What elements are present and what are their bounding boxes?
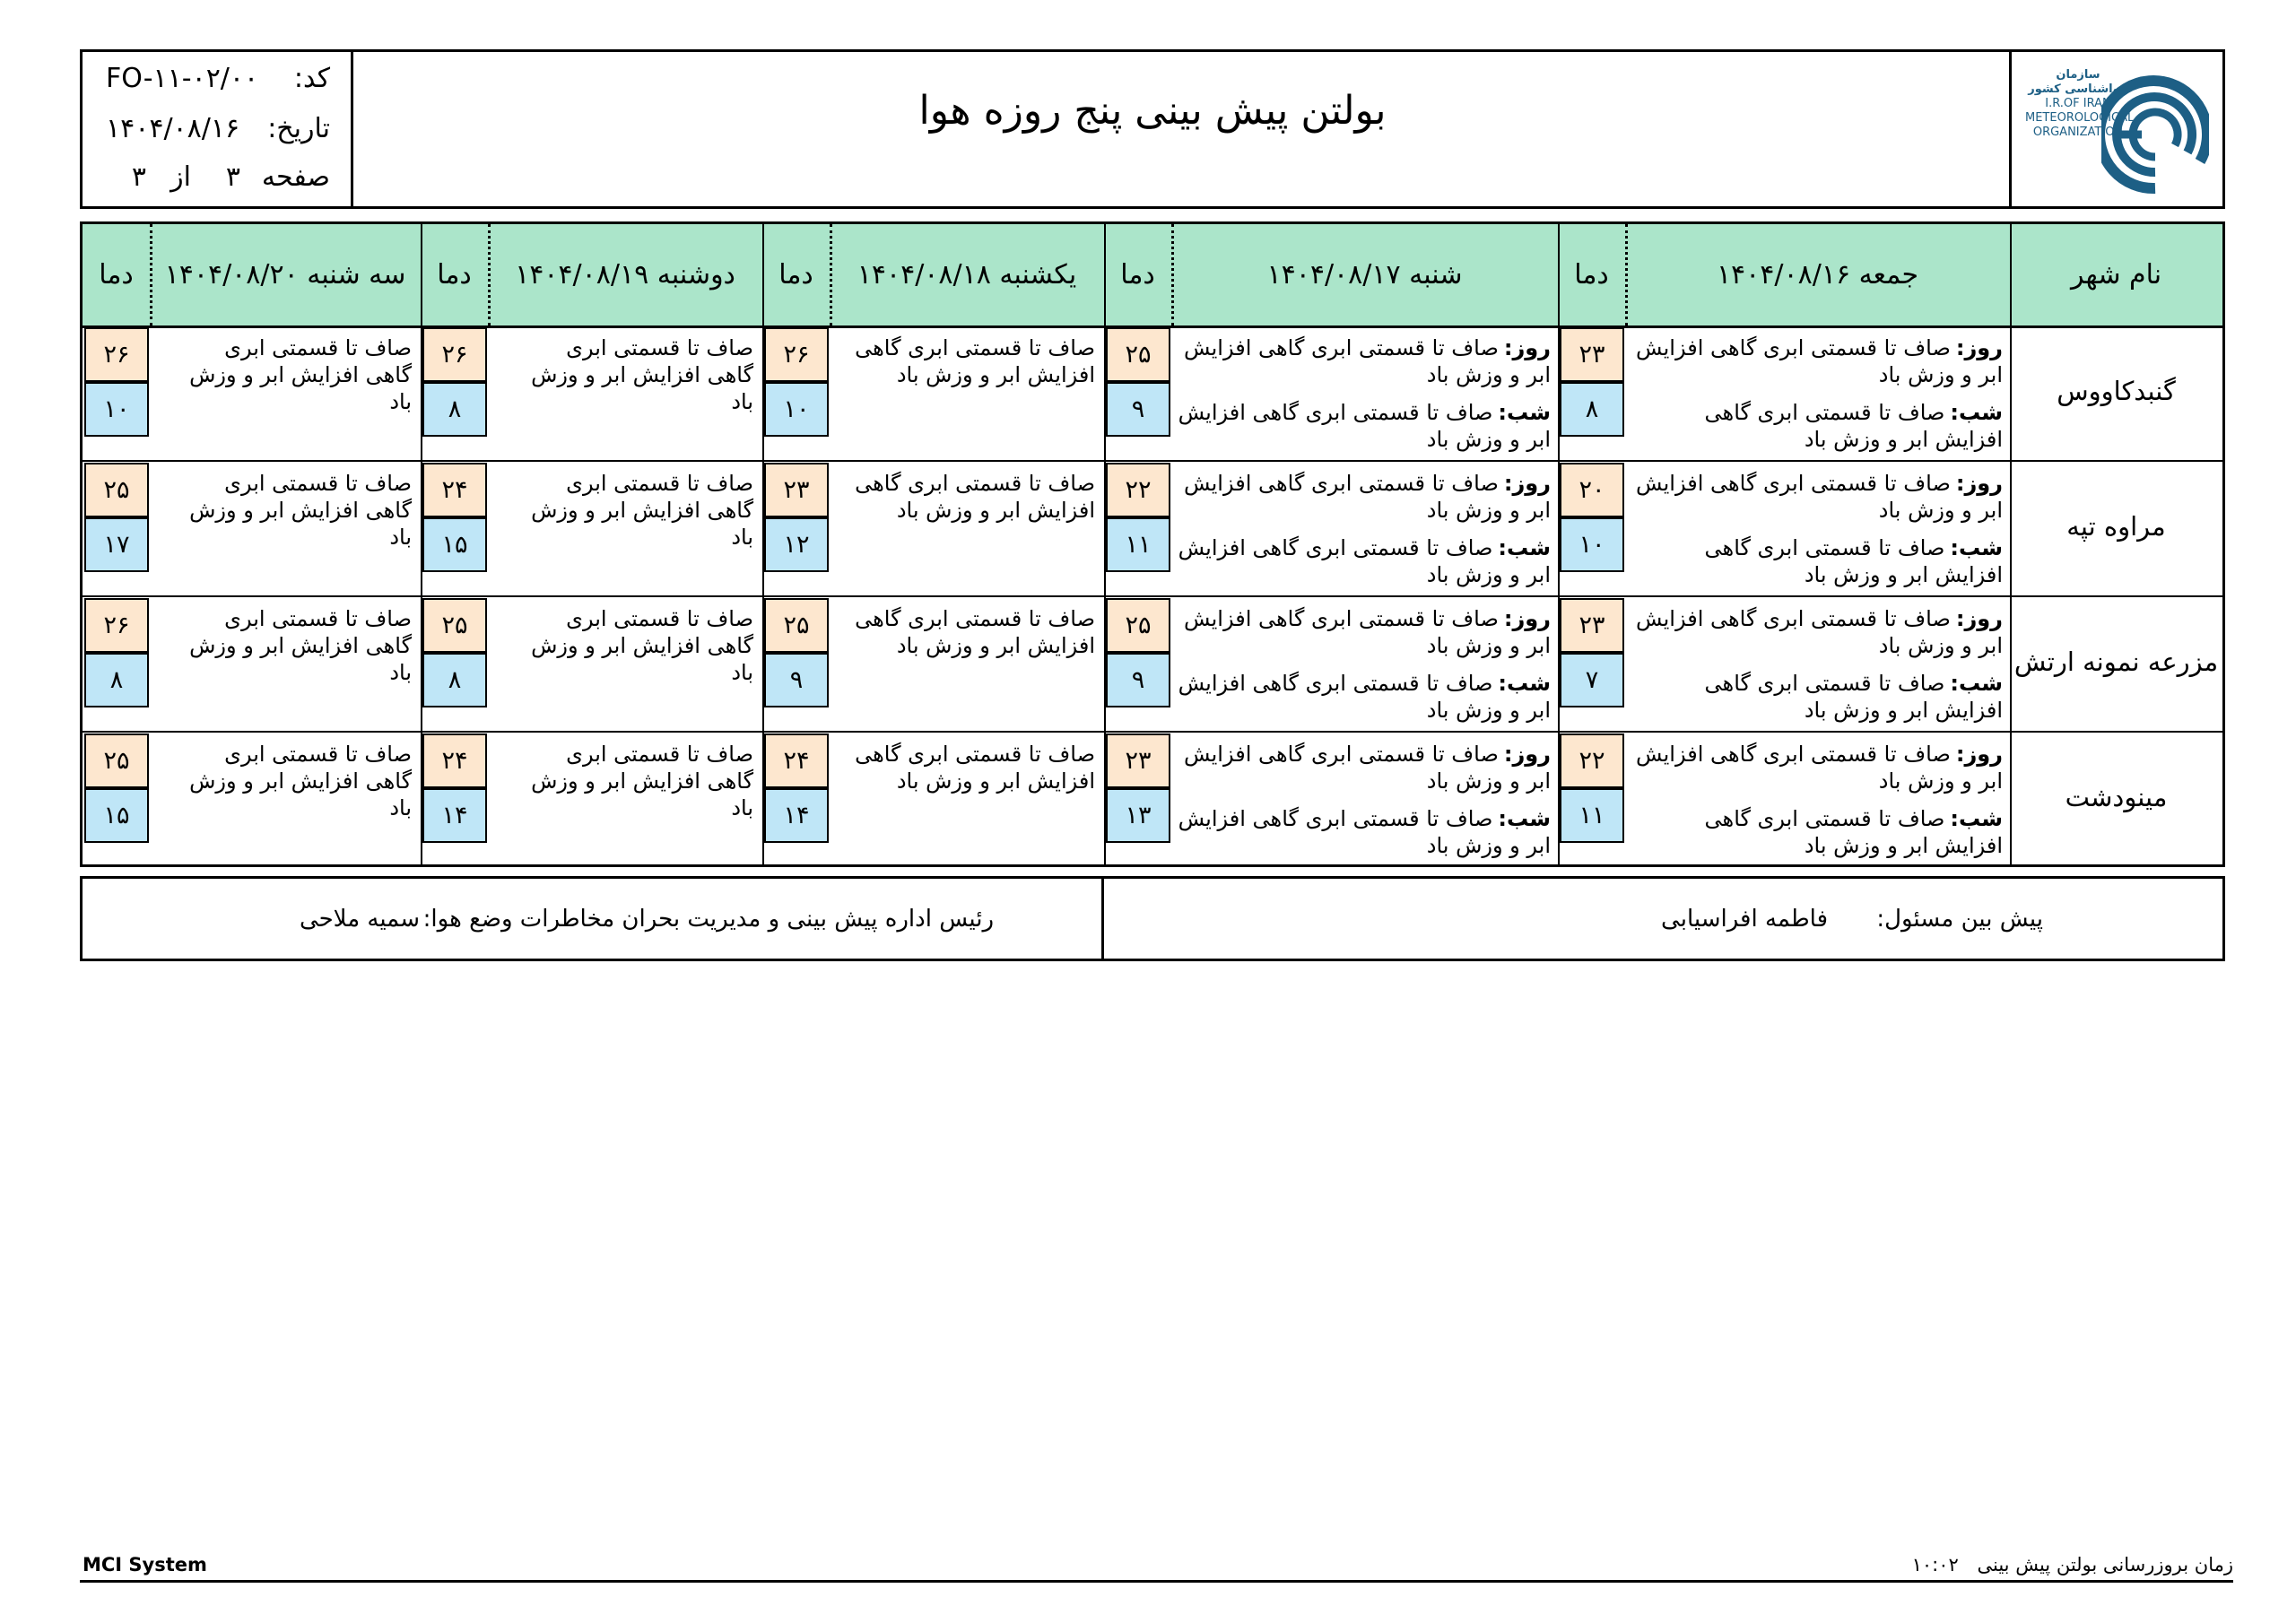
- row-separator: [83, 460, 2222, 462]
- row-separator: [83, 595, 2222, 597]
- temp-header-5: دما: [99, 259, 134, 291]
- forecast-night-text: [1631, 805, 2003, 859]
- min-temp: ۱۵: [84, 788, 149, 843]
- forecast-day-text: [1178, 741, 1551, 794]
- max-temp: ۲۲: [1106, 463, 1170, 517]
- day-label: روز:: [1503, 335, 1551, 360]
- day-forecast: صاف تا قسمتی ابری گاهی افزایش ابر و وزش باد: [1184, 471, 1551, 523]
- max-temp: ۲۶: [422, 327, 487, 382]
- night-forecast: صاف تا قسمتی ابری گاهی افزایش ابر و وزش باد: [1178, 671, 1551, 723]
- min-temp: ۱۰: [1560, 517, 1624, 572]
- min-temp: ۱۵: [422, 517, 487, 572]
- day-forecast: صاف تا قسمتی ابری گاهی افزایش ابر و وزش باد: [1636, 606, 2003, 658]
- forecast-text: صاف تا قسمتی ابری گاهی افزایش ابر و وزش باد: [855, 471, 1095, 523]
- min-temp: ۱۰: [84, 382, 149, 437]
- day-label: روز:: [1955, 471, 2003, 496]
- day-label: روز:: [1503, 606, 1551, 631]
- city-name: مینودشت: [2065, 782, 2168, 812]
- update-info: [1912, 1554, 2233, 1575]
- max-temp: ۲۶: [84, 598, 149, 653]
- forecast-text: صاف تا قسمتی ابری گاهی افزایش ابر و وزش باد: [189, 742, 412, 820]
- chief-label: رئیس اداره پیش بینی و مدیریت بحران مخاطرات وضع هوا:: [422, 906, 994, 933]
- min-temp: ۱۷: [84, 517, 149, 572]
- day-forecast: صاف تا قسمتی ابری گاهی افزایش ابر و وزش باد: [1184, 742, 1551, 794]
- min-temp: ۱۴: [764, 788, 829, 843]
- page-bottom-rule: [80, 1580, 2233, 1583]
- night-forecast: صاف تا قسمتی ابری گاهی افزایش ابر و وزش باد: [1178, 535, 1551, 587]
- city-name: مراوه تپه: [2066, 511, 2166, 542]
- max-temp: ۲۶: [84, 327, 149, 382]
- night-forecast: صاف تا قسمتی ابری گاهی افزایش ابر و وزش باد: [1704, 806, 2003, 858]
- night-label: شب:: [1498, 806, 1551, 831]
- forecast-night-text: [1178, 534, 1551, 588]
- forecast-night-text: [1631, 670, 2003, 724]
- min-temp: ۹: [764, 653, 829, 707]
- forecast-table: [80, 221, 2225, 867]
- night-label: شب:: [1498, 535, 1551, 560]
- update-time: ۱۰:۰۲: [1911, 1554, 1959, 1575]
- day-header-2: شنبه ۱۴۰۴/۰۸/۱۷: [1266, 259, 1463, 291]
- forecast-text: صاف تا قسمتی ابری گاهی افزایش ابر و وزش باد: [189, 335, 412, 414]
- day-header-5: سه شنبه ۱۴۰۴/۰۸/۲۰: [164, 259, 406, 291]
- meteorological-organization-logo: [2025, 63, 2209, 202]
- chief-name: سمیه ملاحی: [299, 906, 420, 933]
- forecast-text: صاف تا قسمتی ابری گاهی افزایش ابر و وزش باد: [855, 606, 1095, 658]
- min-temp: ۱۰: [764, 382, 829, 437]
- min-temp: ۱۱: [1560, 788, 1624, 843]
- forecast-night-text: [1178, 399, 1551, 453]
- day-label: روز:: [1955, 742, 2003, 767]
- logo-text-en2: METEOROLOGICAL: [2025, 111, 2135, 125]
- temp-header-1: دما: [1574, 259, 1609, 291]
- page-of: از: [170, 161, 191, 193]
- max-temp: ۲۵: [1106, 598, 1170, 653]
- night-label: شب:: [1950, 400, 2003, 425]
- logo-text-fa: سازمان هواشناسی کشور: [2028, 68, 2128, 96]
- system-label: MCI System: [83, 1554, 207, 1575]
- day-label: روز:: [1955, 335, 2003, 360]
- day-label: روز:: [1955, 606, 2003, 631]
- logo-spiral-icon: [2101, 72, 2209, 197]
- date-value: ۱۴۰۴/۰۸/۱۶: [106, 113, 240, 144]
- day-forecast: صاف تا قسمتی ابری گاهی افزایش ابر و وزش باد: [1636, 742, 2003, 794]
- row-separator: [83, 731, 2222, 733]
- day-header-3: یکشنبه ۱۴۰۴/۰۸/۱۸: [857, 259, 1077, 291]
- forecast-text: صاف تا قسمتی ابری گاهی افزایش ابر و وزش باد: [531, 335, 753, 414]
- day-forecast: صاف تا قسمتی ابری گاهی افزایش ابر و وزش باد: [1636, 471, 2003, 523]
- min-temp: ۱۳: [1106, 788, 1170, 843]
- forecaster-label: پیش بین مسئول:: [1876, 906, 2043, 933]
- min-temp: ۸: [422, 382, 487, 437]
- night-label: شب:: [1950, 806, 2003, 831]
- min-temp: ۱۲: [764, 517, 829, 572]
- logo-text-en3: ORGANIZATION: [2032, 126, 2124, 139]
- min-temp: ۱۱: [1106, 517, 1170, 572]
- update-label: زمان بروزرسانی بولتن پیش بینی: [1977, 1554, 2233, 1575]
- forecast-day-text: [1631, 605, 2003, 659]
- page-current: ۳: [225, 161, 240, 193]
- city-name: مزرعه نمونه ارتش: [2013, 647, 2219, 677]
- night-forecast: صاف تا قسمتی ابری گاهی افزایش ابر و وزش باد: [1704, 671, 2003, 723]
- min-temp: ۷: [1560, 653, 1624, 707]
- logo-text-en1: I.R.OF IRAN: [2045, 97, 2111, 110]
- date-label: تاریخ:: [267, 113, 330, 144]
- forecast-text: صاف تا قسمتی ابری گاهی افزایش ابر و وزش باد: [531, 606, 753, 685]
- bulletin-header: [80, 49, 2225, 209]
- max-temp: ۲۳: [1560, 327, 1624, 382]
- night-label: شب:: [1950, 671, 2003, 696]
- max-temp: ۲۰: [1560, 463, 1624, 517]
- max-temp: ۲۴: [422, 463, 487, 517]
- min-temp: ۹: [1106, 382, 1170, 437]
- max-temp: ۲۳: [1106, 733, 1170, 788]
- temp-header-3: دما: [778, 259, 813, 291]
- day-header-4: دوشنبه ۱۴۰۴/۰۸/۱۹: [515, 259, 735, 291]
- max-temp: ۲۵: [84, 463, 149, 517]
- page-title: بولتن پیش بینی پنج روزه هوا: [918, 88, 1387, 134]
- page-label: صفحه: [261, 161, 330, 193]
- max-temp: ۲۳: [764, 463, 829, 517]
- code-label: کد:: [293, 63, 330, 94]
- day-header-1: جمعه ۱۴۰۴/۰۸/۱۶: [1716, 259, 1919, 291]
- forecast-text: صاف تا قسمتی ابری گاهی افزایش ابر و وزش باد: [855, 742, 1095, 794]
- forecast-day-text: [1631, 741, 2003, 794]
- temp-header-4: دما: [437, 259, 472, 291]
- forecast-text: صاف تا قسمتی ابری گاهی افزایش ابر و وزش باد: [189, 471, 412, 550]
- max-temp: ۲۶: [764, 327, 829, 382]
- max-temp: ۲۲: [1560, 733, 1624, 788]
- max-temp: ۲۴: [764, 733, 829, 788]
- forecast-day-text: [1631, 334, 2003, 388]
- night-forecast: صاف تا قسمتی ابری گاهی افزایش ابر و وزش باد: [1704, 535, 2003, 587]
- header-divider-right: [2009, 52, 2012, 206]
- min-temp: ۸: [1560, 382, 1624, 437]
- night-forecast: صاف تا قسمتی ابری گاهی افزایش ابر و وزش باد: [1704, 400, 2003, 452]
- night-label: شب:: [1950, 535, 2003, 560]
- forecast-night-text: [1631, 399, 2003, 453]
- day-forecast: صاف تا قسمتی ابری گاهی افزایش ابر و وزش باد: [1184, 335, 1551, 387]
- max-temp: ۲۴: [422, 733, 487, 788]
- night-forecast: صاف تا قسمتی ابری گاهی افزایش ابر و وزش باد: [1178, 400, 1551, 452]
- min-temp: ۸: [84, 653, 149, 707]
- signature-divider: [1101, 879, 1104, 959]
- forecast-text: صاف تا قسمتی ابری گاهی افزایش ابر و وزش باد: [531, 742, 753, 820]
- signature-box: [80, 876, 2225, 961]
- forecast-day-text: [1178, 605, 1551, 659]
- night-label: شب:: [1498, 400, 1551, 425]
- min-temp: ۱۴: [422, 788, 487, 843]
- forecast-night-text: [1631, 534, 2003, 588]
- max-temp: ۲۵: [764, 598, 829, 653]
- forecast-day-text: [1178, 334, 1551, 388]
- max-temp: ۲۵: [1106, 327, 1170, 382]
- city-name: گنبدکاووس: [2057, 376, 2176, 406]
- code-value: FO-۱۱-۰۲/۰۰: [106, 63, 259, 94]
- day-label: روز:: [1503, 742, 1551, 767]
- forecast-night-text: [1178, 670, 1551, 724]
- max-temp: ۲۳: [1560, 598, 1624, 653]
- max-temp: ۲۵: [422, 598, 487, 653]
- night-forecast: صاف تا قسمتی ابری گاهی افزایش ابر و وزش باد: [1178, 806, 1551, 858]
- city-column-header: نام شهر: [2070, 259, 2162, 291]
- forecast-day-text: [1178, 470, 1551, 524]
- temp-header-2: دما: [1120, 259, 1155, 291]
- page-total: ۳: [131, 161, 146, 193]
- max-temp: ۲۵: [84, 733, 149, 788]
- min-temp: ۸: [422, 653, 487, 707]
- min-temp: ۹: [1106, 653, 1170, 707]
- night-label: شب:: [1498, 671, 1551, 696]
- forecast-day-text: [1631, 470, 2003, 524]
- day-label: روز:: [1503, 471, 1551, 496]
- forecaster-name: فاطمه افراسیابی: [1661, 906, 1828, 933]
- forecast-text: صاف تا قسمتی ابری گاهی افزایش ابر و وزش باد: [189, 606, 412, 685]
- forecast-night-text: [1178, 805, 1551, 859]
- day-forecast: صاف تا قسمتی ابری گاهی افزایش ابر و وزش باد: [1184, 606, 1551, 658]
- day-forecast: صاف تا قسمتی ابری گاهی افزایش ابر و وزش باد: [1636, 335, 2003, 387]
- forecast-text: صاف تا قسمتی ابری گاهی افزایش ابر و وزش باد: [855, 335, 1095, 387]
- forecast-text: صاف تا قسمتی ابری گاهی افزایش ابر و وزش باد: [531, 471, 753, 550]
